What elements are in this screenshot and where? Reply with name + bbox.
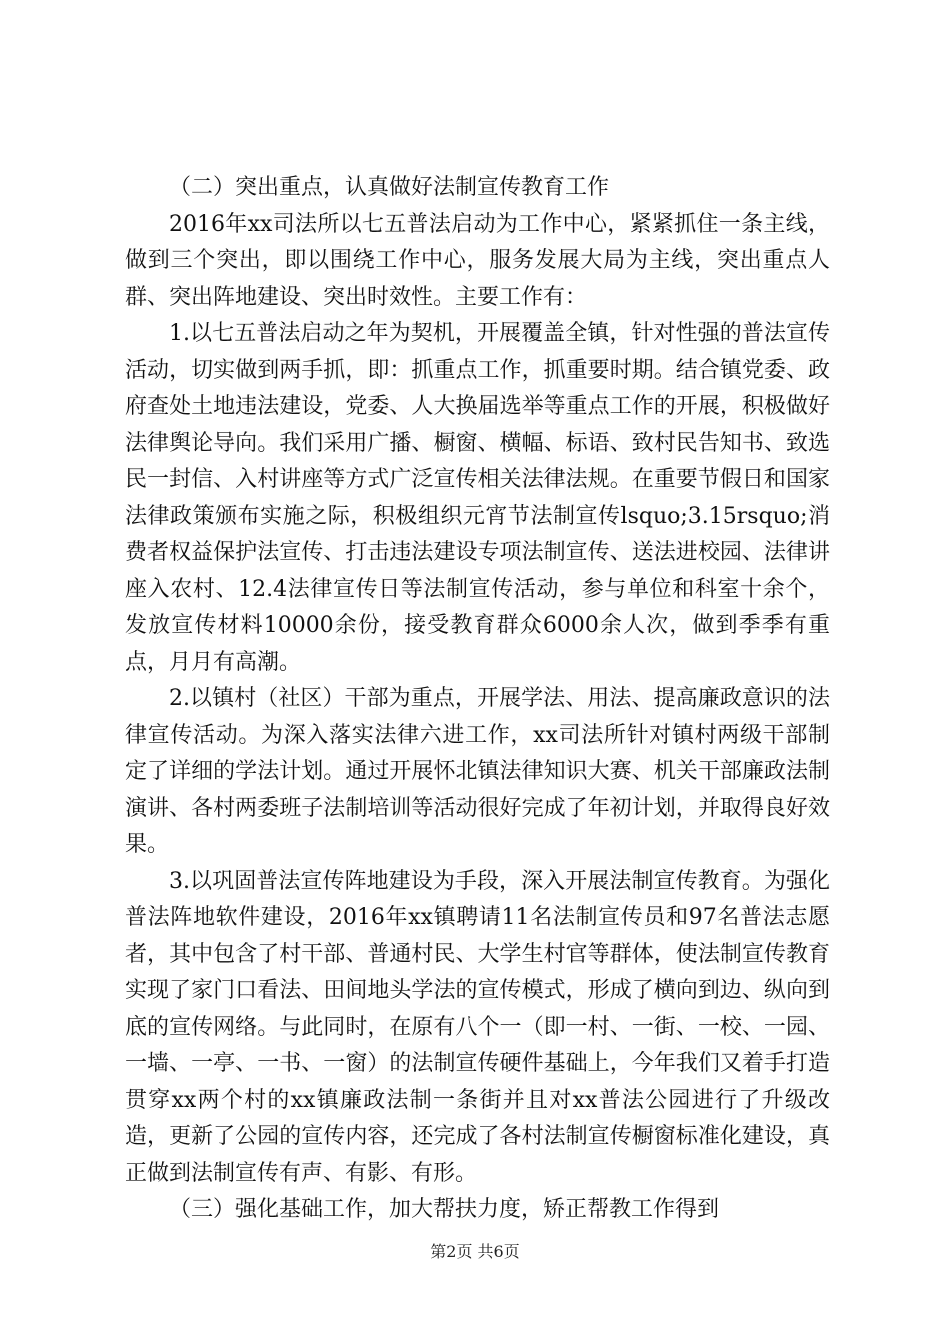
paragraph-intro: 2016年xx司法所以七五普法启动为工作中心，紧紧抓住一条主线，做到三个突出，即以围绕工作中心，服务发展大局为主线，突出重点人群、突出阵地建设、突出时效性。主要工作有： [125,211,830,310]
paragraph-item-1: 1.以七五普法启动之年为契机，开展覆盖全镇，针对性强的普法宣传活动，切实做到两手抓，即：抓重点工作，抓重要时期。结合镇党委、政府查处土地违法建设，党委、人大换届选举等重点工作的开展，积极做好法律舆论导向。我们采用广播、橱窗、横幅、标语、致村民告知书、致选民一封信、入村讲座等方式广泛宣传相关法律法规。在重要节假日和国家法律政策颁布实施之际，积极组织元宵节法制宣传lsquo;3.15rsquo;消费者权益保护法宣传、打击违法建设专项法制宣传、送法进校园、法律讲座入农村、12.4法律宣传日等法制宣传活动，参与单位和科室十余个，发放宣传材料10000余份，接受教育群众6000余人次，做到季季有重点，月月有高潮。 [125,321,830,675]
paragraph-item-3: 3.以巩固普法宣传阵地建设为手段，深入开展法制宣传教育。为强化普法阵地软件建设，2016年xx镇聘请11名法制宣传员和97名普法志愿者，其中包含了村干部、普通村民、大学生村官等群体，使法制宣传教育实现了家门口看法、田间地头学法的宣传模式，形成了横向到边、纵向到底的宣传网络。与此同时，在原有八个一（即一村、一街、一校、一园、一墙、一亭、一书、一窗）的法制宣传硬件基础上，今年我们又着手打造贯穿xx两个村的xx镇廉政法制一条街并且对xx普法公园进行了升级改造，更新了公园的宣传内容，还完成了各村法制宣传橱窗标准化建设，真正做到法制宣传有声、有影、有形。 [125,868,830,1186]
document-body [125,170,830,1229]
page-number-footer: 第2页 共6页 [430,1242,520,1261]
section-heading-3: （三）强化基础工作，加大帮扶力度，矫正帮教工作得到 [169,1197,720,1222]
paragraph-item-2: 2.以镇村（社区）干部为重点，开展学法、用法、提高廉政意识的法律宣传活动。为深入落实法律六进工作，xx司法所针对镇村两级干部制定了详细的学法计划。通过开展怀北镇法律知识大赛、机关干部廉政法制演讲、各村两委班子法制培训等活动很好完成了年初计划，并取得良好效果。 [125,686,830,857]
section-heading-2: （二）突出重点，认真做好法制宣传教育工作 [169,175,610,200]
